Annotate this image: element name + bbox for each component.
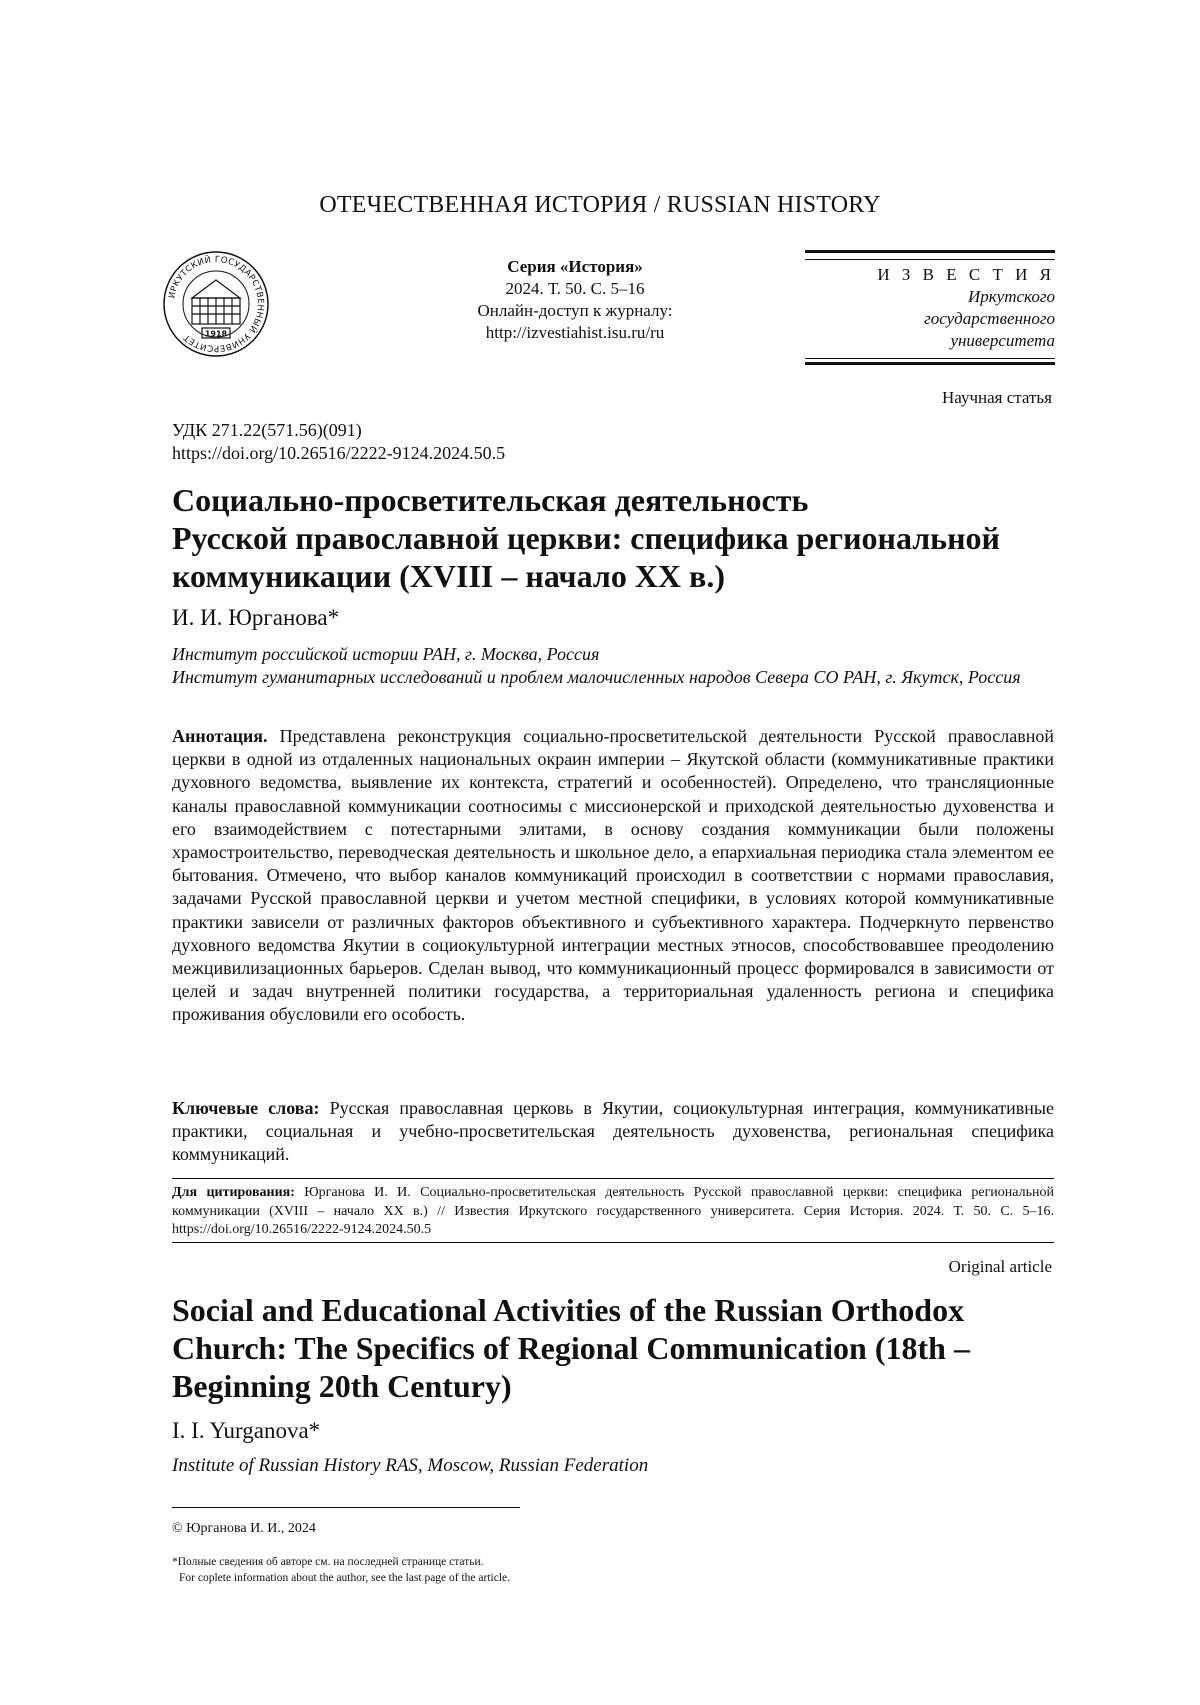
- journal-url-link[interactable]: http://izvestiahist.isu.ru/ru: [485, 323, 665, 342]
- article-type-en: Original article: [948, 1257, 1052, 1276]
- affiliations-ru: [172, 643, 1062, 689]
- journal-title-line4: университета: [950, 331, 1055, 350]
- title-ru-line: коммуникации (XVIII – начало XX в.): [172, 558, 725, 594]
- udc-code: УДК 271.22(571.56)(091): [172, 420, 362, 440]
- seal-year: 1918: [204, 329, 228, 339]
- article-title-en: [172, 1291, 1062, 1405]
- section-heading: ОТЕЧЕСТВЕННАЯ ИСТОРИЯ / RUSSIAN HISTORY: [319, 192, 881, 218]
- citation-top-rule: [172, 1178, 1054, 1179]
- abstract: [172, 725, 1054, 1027]
- doi-link[interactable]: https://doi.org/10.26516/2222-9124.2024.50.5: [172, 443, 506, 463]
- journal-masthead: [805, 250, 1055, 365]
- keywords: [172, 1097, 1054, 1167]
- affiliation-ru-2: Институт гуманитарных исследований и проблем малочисленных народов Севера СО РАН, г. Якутск, Россия: [172, 667, 1021, 687]
- keywords-label: Ключевые слова:: [172, 1098, 320, 1118]
- footnote-ru: *Полные сведения об авторе см. на последней странице статьи.: [172, 1556, 484, 1568]
- university-seal-icon: [162, 250, 270, 358]
- title-en-line: Beginning 20th Century): [172, 1368, 512, 1404]
- journal-title-izvestiya: И З В Е С Т И Я: [877, 265, 1055, 284]
- affiliation-en: Institute of Russian History RAS, Moscow, Russian Federation: [172, 1455, 649, 1476]
- series-name: Серия «История»: [507, 257, 643, 276]
- copyright: © Юрганова И. И., 2024: [172, 1521, 316, 1536]
- keywords-text: Русская православная церковь в Якутии, социокультурная интеграция, коммуникативные практики, социальная и учебно-просветительская деятельность духовенства, региональная специфика коммуникаций.: [172, 1098, 1054, 1165]
- footnote-en: For coplete information about the author, see the last page of the article.: [179, 1572, 511, 1584]
- title-en-line: Church: The Specifics of Regional Communication (18th –: [172, 1330, 970, 1366]
- affiliation-ru-1: Институт российской истории РАН, г. Москва, Россия: [172, 644, 600, 664]
- series-info: [430, 256, 720, 344]
- title-ru-line: Социально-просветительская деятельность: [172, 482, 809, 518]
- author-ru: И. И. Юрганова*: [172, 605, 340, 630]
- journal-title-line3: государственного: [924, 309, 1055, 328]
- footnote-rule: [172, 1507, 520, 1508]
- udc-doi-block: [172, 419, 505, 465]
- article-title-ru: [172, 481, 1062, 595]
- title-en-line: Social and Educational Activities of the Russian Orthodox: [172, 1292, 965, 1328]
- citation-text: Юрганова И. И. Социально-просветительская деятельность Русской православной церкви: специфика региональной коммуникации (XVIII – начало XX в.) // Известия Иркутского государственного университета. Серия История. 2024. Т. 50. С. 5–16. https://doi.org/10.26516/2222-9124.2024.50.5: [172, 1185, 1054, 1237]
- citation-bottom-rule: [172, 1242, 1054, 1243]
- title-ru-line: Русской православной церкви: специфика региональной: [172, 520, 1000, 556]
- online-access-label: Онлайн-доступ к журналу:: [477, 301, 673, 320]
- series-volume: 2024. Т. 50. С. 5–16: [505, 279, 645, 298]
- abstract-label: Аннотация.: [172, 726, 268, 746]
- journal-title-line2: Иркутского: [967, 287, 1055, 306]
- citation-label: Для цитирования:: [172, 1185, 295, 1200]
- article-type-ru: Научная статья: [941, 388, 1052, 407]
- citation: [172, 1184, 1054, 1240]
- author-en: I. I. Yurganova*: [172, 1418, 321, 1443]
- abstract-text: Представлена реконструкция социально-просветительской деятельности Русской православной церкви в одной из отдаленных национальных окраин империи – Якутской области (коммуникативные практики духовного ведомства, выявление их контекста, стратегий и особенностей). Определено, что трансляционные каналы православной коммуникации соотносимы с миссионерской и приходской деятельностью духовенства и его взаимодействием с потестарными элитами, в основу создания коммуникации были положены храмостроительство, переводческая деятельность и школьное дело, а епархиальная периодика стала элементом ее бытования. Отмечено, что выбор каналов коммуникаций происходил в соответствии с нормами православия, задачами Русской православной церкви и учетом местной специфики, в условиях которой коммуникативные практики зависели от различных факторов объективного и субъективного характера. Подчеркнуто первенство духовного ведомства Якутии в социокультурной интеграции местных этносов, способствовавшее преодолению межцивилизационных барьеров. Сделан вывод, что коммуникационный процесс формировался в зависимости от целей и задач внутренней политики государства, а территориальная удаленность региона и специфика проживания обусловили его особость.: [172, 726, 1054, 1025]
- svg-text:ИРКУТСКИЙ ГОСУДАРСТВЕННЫЙ УНИВ: ИРКУТСКИЙ ГОСУДАРСТВЕННЫЙ УНИВЕРСИТЕТ: [167, 254, 266, 354]
